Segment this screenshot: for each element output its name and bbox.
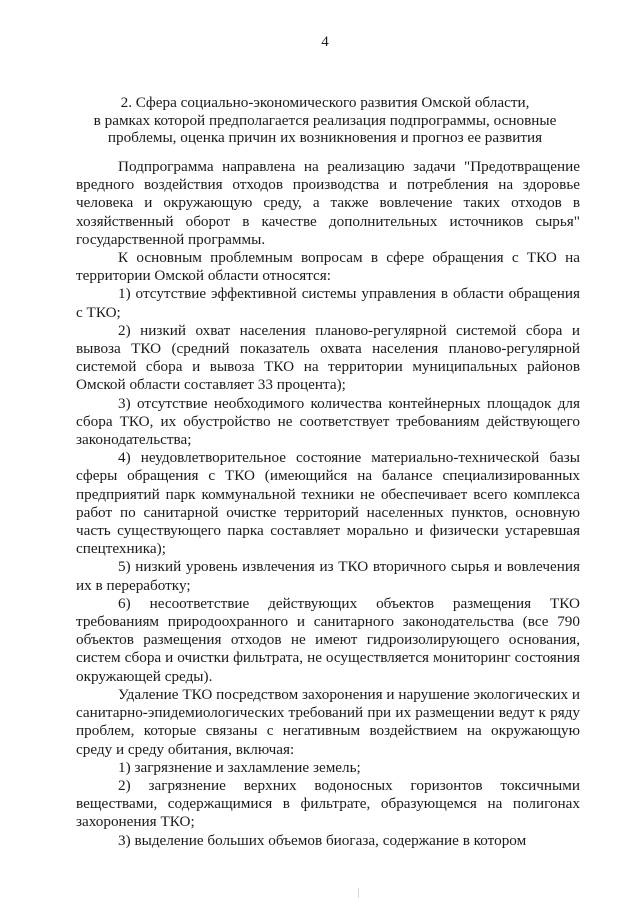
list-item: 2) низкий охват населения планово-регулярной системой сбора и вывоза ТКО (средний показатель охвата населения планово-регулярной системой сбора и вывоза ТКО на территории муниципальных районов Омской области составляет 33 процента); <box>76 321 580 394</box>
paragraph: Удаление ТКО посредством захоронения и нарушение экологических и санитарно-эпидемиологических требований при их размещении ведут к ряду проблем, которые связаны с негативным воздействием на окружающую среду и среду обитания, включая: <box>76 685 581 758</box>
heading-line: 2. Сфера социально-экономического развития Омской области, <box>120 94 530 111</box>
list-item: 3) отсутствие необходимого количества контейнерных площадок для сбора ТКО, их обустройство не соответствует требованиям действующего законодательства; <box>76 394 580 449</box>
list-item: 1) загрязнение и захламление земель; <box>118 758 361 776</box>
list-item: 3) выделение больших объемов биогаза, содержание в котором <box>118 831 527 849</box>
heading-line: проблемы, оценка причин их возникновения и прогноз ее развития <box>107 129 543 146</box>
document-body <box>76 158 580 850</box>
heading-line: в рамках которой предполагается реализация подпрограммы, основные <box>93 111 557 129</box>
scan-artifact <box>358 888 359 898</box>
page-number: 4 <box>321 34 329 50</box>
list-item: 6) несоответствие действующих объектов размещения ТКО требованиям природоохранного и санитарного законодательства (все 790 объектов размещения отходов не имеют гидроизолирующего основания, систем сбора и очистки фильтрата, не осуществляется мониторинг состояния окружающей среды). <box>76 594 580 685</box>
paragraph: Подпрограмма направлена на реализацию задачи "Предотвращение вредного воздействия отходов производства и потребления на здоровье человека и окружающую среду, а также вовлечение таких отходов в хозяйственный оборот в качестве дополнительных источников сырья" государственной программы. <box>76 158 580 248</box>
list-item: 2) загрязнение верхних водоносных горизонтов токсичными веществами, содержащимися в фильтрате, образующемся на полигонах захоронения ТКО; <box>76 776 580 831</box>
list-item: 4) неудовлетворительное состояние материально-технической базы сферы обращения с ТКО (имеющийся на балансе специализированных предприятий парк коммунальной техники не обеспечивает всего комплекса работ по санитарной очистке территорий населенных пунктов, основную часть существующего парка составляет морально и физически устаревшая спецтехника); <box>76 449 580 558</box>
section-heading <box>90 94 560 147</box>
list-item: 1) отсутствие эффективной системы управления в области обращения с ТКО; <box>76 285 580 321</box>
list-item: 5) низкий уровень извлечения из ТКО вторичного сырья и вовлечения их в переработку; <box>76 558 580 594</box>
paragraph: К основным проблемным вопросам в сфере обращения с ТКО на территории Омской области относятся: <box>76 249 580 285</box>
